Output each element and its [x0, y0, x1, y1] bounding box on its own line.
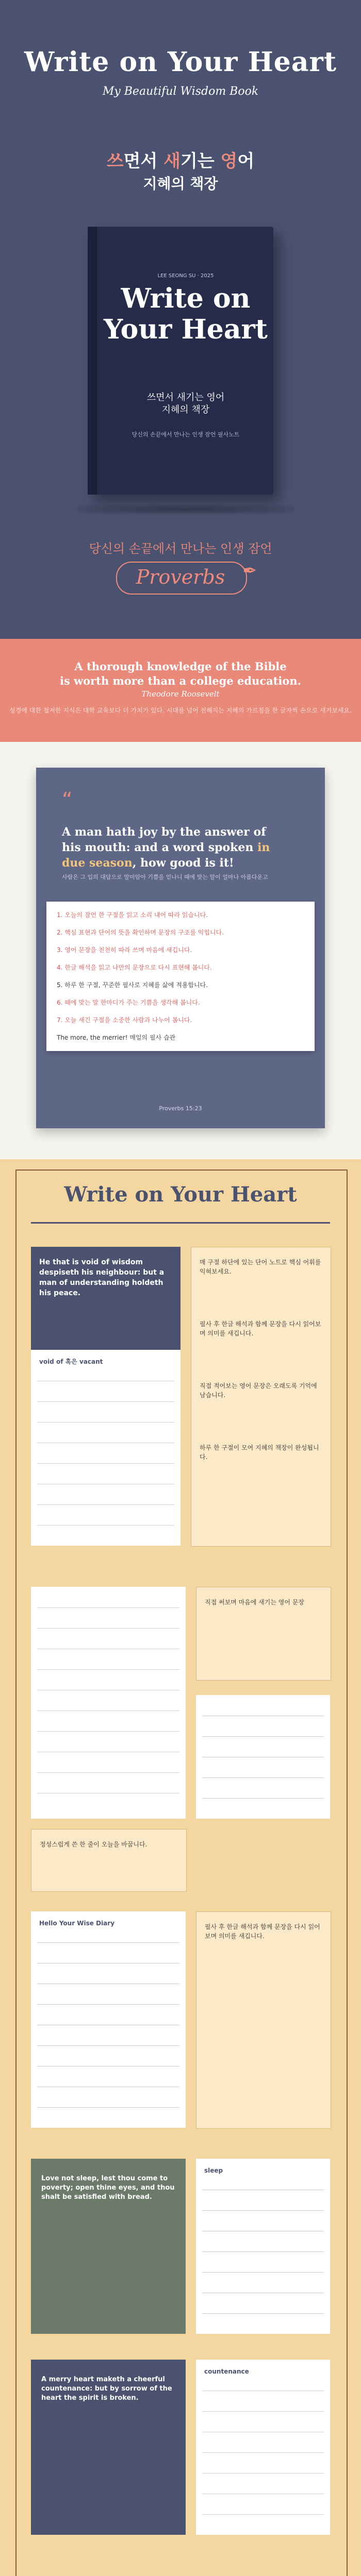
verse-card — [36, 768, 325, 1128]
paper-line: 7. 오늘 새긴 구절을 소중한 사람과 나누어 봅니다. — [57, 1016, 192, 1024]
side-note-2-text: 정성스럽게 쓴 한 줄이 오늘을 바꿉니다. — [40, 1841, 147, 1848]
word-3: countenance — [204, 2368, 249, 2375]
book-shadow — [77, 505, 294, 514]
practice-page — [31, 1587, 186, 1819]
ko-part-4: 기는 — [180, 151, 221, 172]
verse-highlight: in due season — [62, 841, 270, 870]
book-title: Write on Your Heart — [104, 283, 268, 345]
diary-page — [31, 1911, 186, 2128]
hero-subtitle: My Beautiful Wisdom Book — [102, 85, 259, 98]
word-note-page — [31, 1350, 180, 1546]
ko-char-5: 영 — [220, 151, 238, 172]
quote-line-1: A thorough knowledge of the Bible — [74, 660, 287, 673]
ko-part-2: 면서 — [123, 151, 164, 172]
verse-block-dark — [31, 1247, 180, 1350]
verse-3-text: A merry heart maketh a cheerful countenance: but by sorrow of the heart the spirit is broken. — [41, 2376, 172, 2402]
paper-line: 1. 오늘의 잠언 한 구절을 읽고 소리 내어 따라 읽습니다. — [57, 911, 208, 919]
paper-line: 2. 핵심 표현과 단어의 뜻을 확인하며 문장의 구조를 익힙니다. — [57, 929, 224, 936]
quote-description: 성경에 대한 철저한 지식은 대학 교육보다 더 가치가 있다. 시대를 넘어 전해지는 지혜의 가르침을 한 글자씩 손으로 새겨보세요. — [9, 707, 352, 714]
book-author: LEE SEONG SU · 2025 — [157, 273, 214, 279]
tip-4: 하루 한 구절이 모여 지혜의 책장이 완성됩니다. — [200, 1444, 319, 1461]
ko-part-6: 어 — [237, 151, 255, 172]
verse-block-green — [31, 2159, 186, 2334]
book-spine — [88, 227, 97, 495]
word-2: sleep — [204, 2167, 223, 2174]
hero-korean-title — [0, 147, 361, 172]
diary-title: Hello Your Wise Diary — [39, 1920, 115, 1927]
word-page-3 — [196, 2360, 330, 2535]
hero-korean-subtitle: 지혜의 책장 — [143, 175, 218, 192]
word-page-2 — [196, 2159, 330, 2334]
ko-char-1: 쓰 — [106, 151, 124, 172]
verse-reference: Proverbs 15:23 — [159, 1105, 202, 1112]
quote-section — [0, 639, 361, 1159]
title-underline — [31, 1222, 330, 1224]
diary-note — [196, 1911, 331, 2129]
quote-line-2: is worth more than a college education. — [59, 674, 301, 687]
quote-mark-icon: “ — [62, 788, 73, 812]
hero-title: Write on Your Heart — [24, 46, 337, 78]
diary-note-text: 필사 후 한글 해석과 함께 문장을 다시 읽어보며 의미를 새깁니다. — [205, 1923, 320, 1940]
side-note — [196, 1587, 331, 1681]
paper-line: 3. 영어 문장을 천천히 따라 쓰며 마음에 새깁니다. — [57, 946, 192, 954]
verse-text — [62, 824, 289, 871]
quote-text — [0, 659, 361, 688]
book-korean-title — [103, 392, 268, 416]
practice-page-2 — [196, 1695, 330, 1819]
writing-paper — [46, 902, 315, 1051]
side-note-2 — [31, 1829, 187, 1892]
write-section — [0, 1159, 361, 2576]
book-small-text: 당신의 손끝에서 만나는 인생 잠언 필사노트 — [132, 431, 240, 438]
paper-line: 4. 한글 해석을 읽고 나만의 문장으로 다시 표현해 봅니다. — [57, 964, 212, 971]
verse-post: , how good is it! — [132, 856, 234, 870]
tip-2: 필사 후 한글 해석과 함께 문장을 다시 읽어보며 의미를 새깁니다. — [200, 1320, 321, 1337]
book-ko-line2: 지혜의 책장 — [161, 404, 210, 415]
verse-2-text: Love not sleep, lest thou come to poverty; open thine eyes, and thou shalt be satisfied with bread. — [41, 2175, 175, 2201]
paper-line: 5. 하루 한 구절, 꾸준한 필사로 지혜를 삶에 적용합니다. — [57, 981, 208, 989]
write-title: Write on Your Heart — [64, 1182, 297, 1207]
verse-translation: 사람은 그 입의 대답으로 말미암아 기쁨을 얻나니 때에 맞는 말이 얼마나 아름다운고 — [62, 874, 268, 880]
book-cover — [88, 227, 273, 495]
tip-1: 매 구절 하단에 있는 단어 노트로 핵심 어휘를 익혀보세요. — [200, 1259, 321, 1275]
pen-icon: ✒ — [242, 561, 257, 581]
side-note-text: 직접 써보며 마음에 새기는 영어 문장 — [205, 1599, 304, 1606]
tip-panel — [191, 1247, 331, 1547]
ko-char-3: 새 — [163, 151, 180, 172]
paper-line: The more, the merrier! 매일의 필사 습관 — [57, 1034, 176, 1041]
verse-pre: A man hath joy by the answer of his mouth: and a word spoken — [62, 825, 266, 854]
verse-block-3 — [31, 2360, 186, 2535]
hero-tagline: 당신의 손끝에서 만나는 인생 잠언 — [89, 541, 272, 556]
proverbs-label: Proverbs — [136, 566, 225, 588]
quote-author: Theodore Roosevelt — [141, 689, 220, 699]
verse-1-text: He that is void of wisdom despiseth his neighbour: but a man of understanding holdeth his peace. — [39, 1258, 165, 1297]
word-header: void of 혹은 vacant — [39, 1358, 103, 1365]
tip-3: 직접 적어보는 영어 문장은 오래도록 기억에 남습니다. — [200, 1382, 317, 1399]
book-ko-line1: 쓰면서 새기는 영어 — [146, 392, 225, 403]
hero-section — [0, 0, 361, 639]
paper-line: 6. 때에 맞는 말 한마디가 주는 기쁨을 생각해 봅니다. — [57, 999, 200, 1006]
